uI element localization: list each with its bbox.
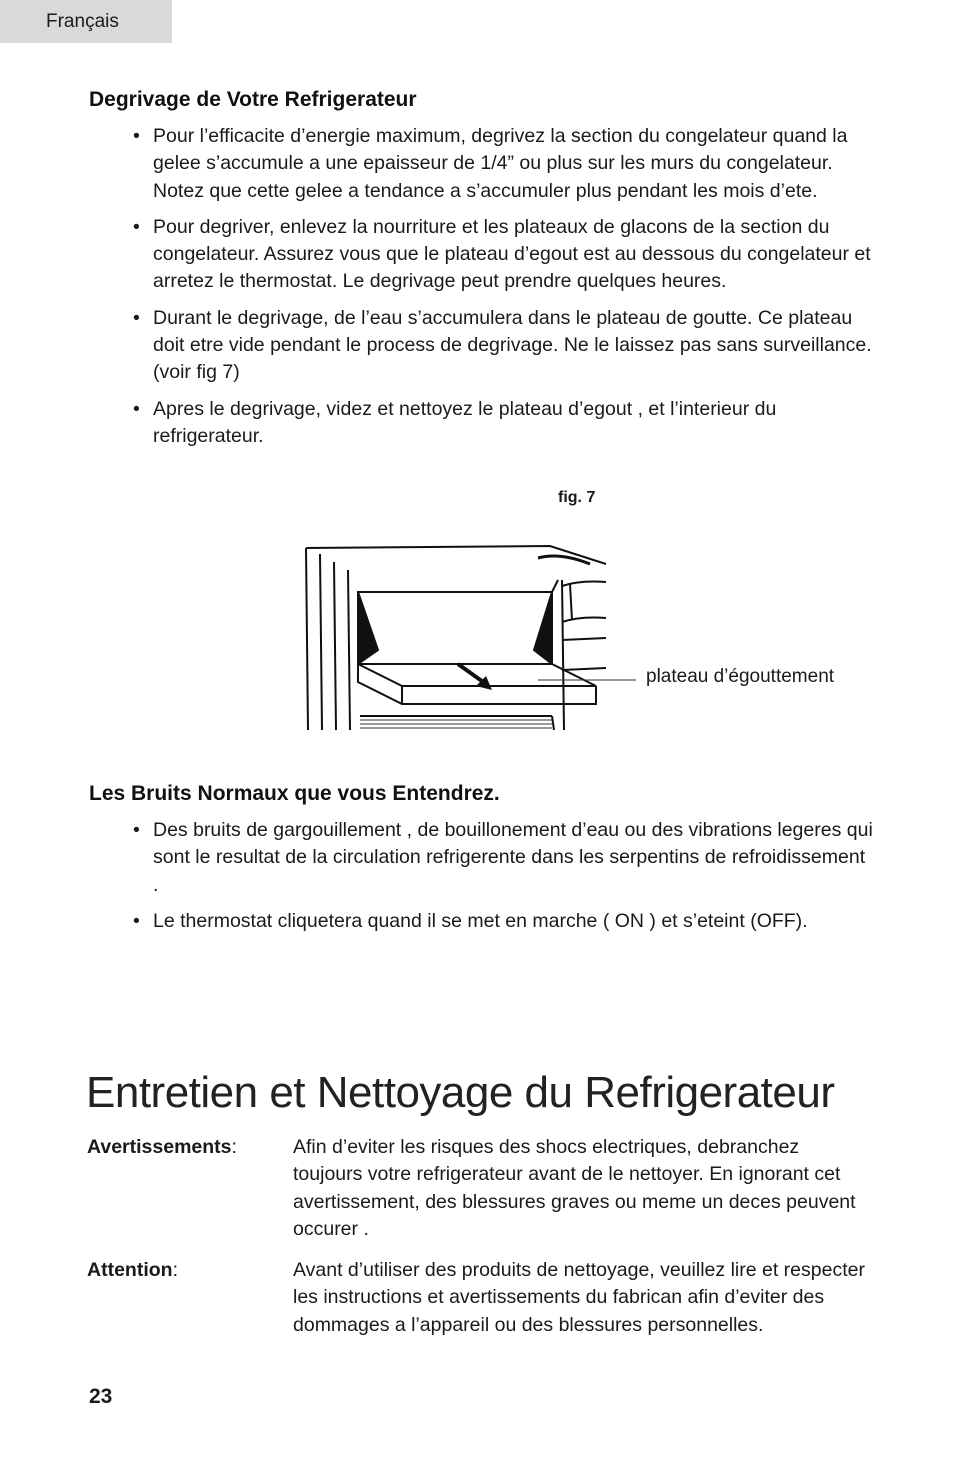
label-colon: : — [231, 1136, 237, 1158]
section-heading-defrost: Degrivage de Votre Refrigerateur — [89, 88, 417, 111]
defrost-bullet-list — [133, 123, 873, 459]
attention-label-text: Attention — [87, 1259, 173, 1281]
bullet-icon: • — [133, 306, 140, 329]
list-item-text: Apres le degrivage, videz et nettoyez le plateau d’egout , et l’interieur du refrigerateur. — [153, 397, 777, 447]
list-item-text: Le thermostat cliquetera quand il se met en marche ( ON ) et s’eteint (OFF). — [153, 909, 808, 932]
attention-text: Avant d’utiliser des produits de nettoyage, veuillez lire et respecter les instructions et avertissements du fabrican afin d’eviter des dommages a l’appareil ou des blessures personnelles. — [293, 1259, 865, 1336]
language-tab: Français — [0, 0, 172, 43]
figure-caption: plateau d’égouttement — [646, 666, 835, 687]
list-item-text: Pour l’efficacite d’energie maximum, degrivez la section du congelateur quand la gelee s’accumule a une epaisseur de 1/4” ou plus sur les murs du congelateur. Notez que cette gelee a tendance a s’accumuler plus pendant les mois d’ete. — [153, 125, 848, 202]
bullet-icon: • — [133, 909, 140, 932]
page-title: Entretien et Nettoyage du Refrigerateur — [86, 1068, 835, 1117]
bullet-icon: • — [133, 397, 140, 420]
list-item — [133, 305, 873, 387]
label-colon: : — [172, 1259, 178, 1281]
warning-label-text: Avertissements — [87, 1136, 232, 1158]
list-item — [133, 214, 873, 296]
bullet-icon: • — [133, 819, 140, 841]
figure-label: fig. 7 — [558, 489, 596, 506]
list-item — [133, 908, 873, 935]
bullet-icon: • — [133, 125, 140, 147]
bullet-icon: • — [133, 215, 140, 238]
noises-bullet-list — [133, 817, 873, 944]
warning-label — [87, 1134, 237, 1161]
list-item — [133, 123, 873, 205]
section-heading-noises: Les Bruits Normaux que vous Entendrez. — [89, 782, 500, 805]
fridge-drip-tray-illustration — [300, 540, 640, 732]
list-item — [133, 817, 873, 899]
list-item — [133, 396, 873, 451]
list-item-text: Pour degriver, enlevez la nourriture et les plateaux de glacons de la section du congelateur. Assurez vous que le plateau d’egout est au dessous du congelateur et arretez le thermostat. Le degrivage peut prendre quelques heures. — [153, 215, 871, 293]
page-number: 23 — [89, 1385, 113, 1408]
attention-label — [87, 1257, 178, 1284]
warning-text: Afin d’eviter les risques des shocs electriques, debranchez toujours votre refrigerateur avant de le nettoyer. En ignorant cet avertissement, des blessures graves ou meme un deces peuvent occurer . — [293, 1136, 856, 1240]
list-item-text: Des bruits de gargouillement , de bouillonement d’eau ou des vibrations legeres qui sont le resultat de la circulation refrigerente dans les serpentins de refroidissement . — [153, 819, 873, 896]
list-item-text: Durant le degrivage, de l’eau s’accumulera dans le plateau de goutte. Ce plateau doit etre vide pendant le process de degrivage. Ne le laissez pas sans surveillance.(voir fig 7) — [153, 306, 872, 384]
